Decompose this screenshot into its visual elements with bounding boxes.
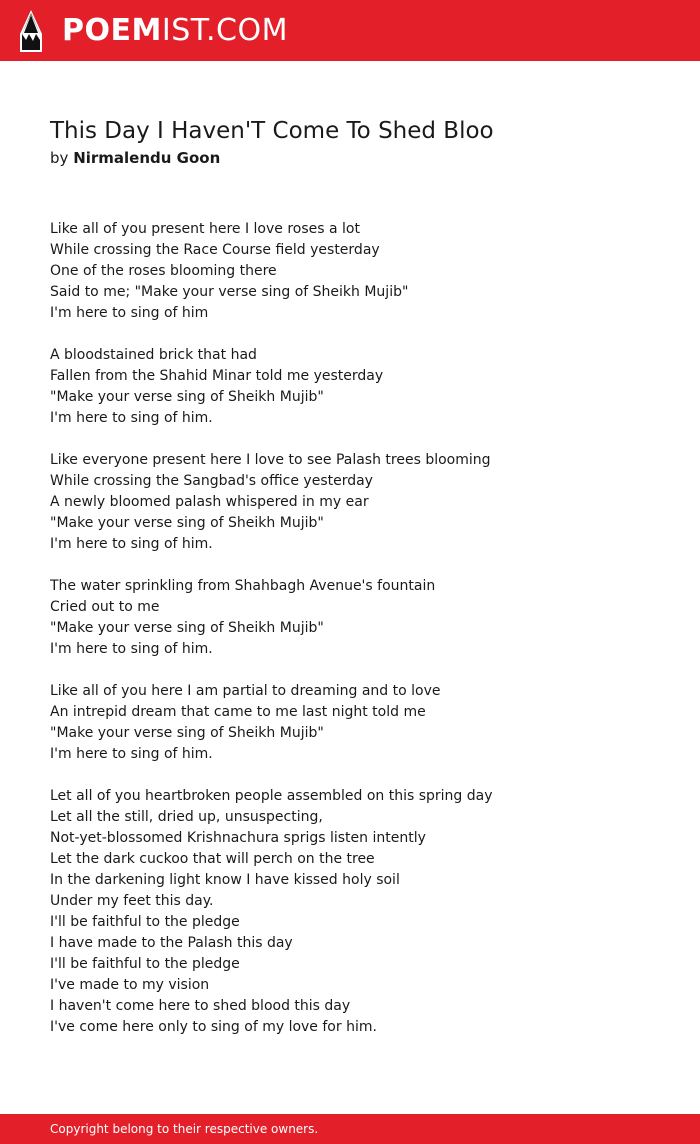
poem-line: In the darkening light know I have kissed holy soil	[50, 872, 400, 888]
poem-line: I'm here to sing of him.	[50, 536, 213, 552]
poem-line: "Make your verse sing of Sheikh Mujib"	[50, 515, 324, 531]
poem-title: This Day I Haven'T Come To Shed Bloo	[50, 118, 494, 144]
quill-pen-icon	[18, 10, 44, 52]
poem-line: I'll be faithful to the pledge	[50, 956, 240, 972]
poem-line: I've come here only to sing of my love for him.	[50, 1019, 377, 1035]
poem-line: Cried out to me	[50, 599, 160, 615]
poem-line: "Make your verse sing of Sheikh Mujib"	[50, 620, 324, 636]
poem-stanza	[50, 450, 670, 555]
poem-line: Let all the still, dried up, unsuspecting,	[50, 809, 323, 825]
author-name[interactable]: Nirmalendu Goon	[73, 149, 221, 167]
poem-line: "Make your verse sing of Sheikh Mujib"	[50, 389, 324, 405]
byline	[50, 148, 220, 169]
poem-line: Like all of you present here I love roses a lot	[50, 221, 360, 237]
poem-stanza	[50, 681, 670, 765]
poem-line: I haven't come here to shed blood this day	[50, 998, 351, 1014]
poem-line: "Make your verse sing of Sheikh Mujib"	[50, 725, 324, 741]
poem-line: The water sprinkling from Shahbagh Avenue's fountain	[50, 578, 436, 594]
site-footer	[0, 1114, 700, 1144]
poem-line: Let all of you heartbroken people assembled on this spring day	[50, 788, 493, 804]
poem-line: An intrepid dream that came to me last night told me	[50, 704, 426, 720]
poem-stanza	[50, 219, 670, 324]
brand-name-light: IST.COM	[161, 12, 288, 48]
site-logo[interactable]	[18, 10, 288, 52]
poem-line: I'm here to sing of him.	[50, 746, 213, 762]
poem-line: I'm here to sing of him	[50, 305, 209, 321]
byline-prefix: by	[50, 149, 69, 167]
poem-line: Fallen from the Shahid Minar told me yesterday	[50, 368, 384, 384]
poem-line: While crossing the Sangbad's office yesterday	[50, 473, 373, 489]
poem-line: Said to me; "Make your verse sing of Sheikh Mujib"	[50, 284, 409, 300]
poem-line: While crossing the Race Course field yesterday	[50, 242, 380, 258]
poem-line: Let the dark cuckoo that will perch on the tree	[50, 851, 375, 867]
copyright-notice: Copyright belong to their respective owners.	[50, 1122, 319, 1136]
poem-line: I'm here to sing of him.	[50, 641, 213, 657]
poem-line: I'll be faithful to the pledge	[50, 914, 240, 930]
poem-stanza	[50, 345, 670, 429]
poem-line: I've made to my vision	[50, 977, 210, 993]
poem-line: I have made to the Palash this day	[50, 935, 293, 951]
brand-name-bold: POEM	[62, 12, 162, 48]
poem-body	[50, 219, 670, 1059]
poem-stanza	[50, 786, 670, 1038]
poem-line: Under my feet this day.	[50, 893, 214, 909]
site-header	[0, 0, 700, 61]
poem-line: One of the roses blooming there	[50, 263, 277, 279]
poem-line: A newly bloomed palash whispered in my ear	[50, 494, 369, 510]
poem-line: Not-yet-blossomed Krishnachura sprigs listen intently	[50, 830, 426, 846]
poem-line: Like all of you here I am partial to dreaming and to love	[50, 683, 441, 699]
poem-line: I'm here to sing of him.	[50, 410, 213, 426]
poem-line: A bloodstained brick that had	[50, 347, 257, 363]
poem-line: Like everyone present here I love to see Palash trees blooming	[50, 452, 491, 468]
brand-name	[62, 12, 288, 48]
poem-stanza	[50, 576, 670, 660]
